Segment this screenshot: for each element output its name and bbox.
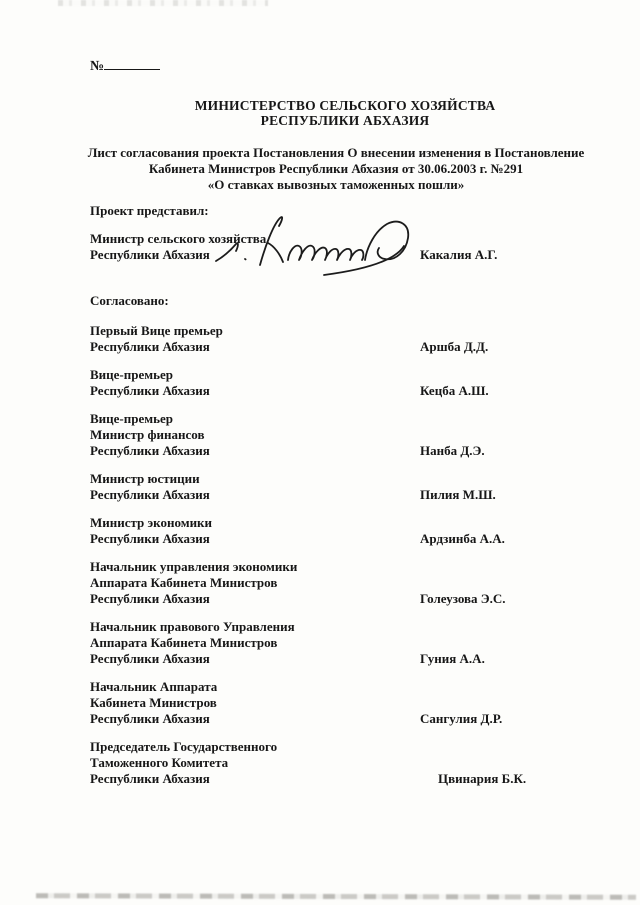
signatory-title	[90, 471, 590, 503]
organization-title-line2: РЕСПУБЛИКИ АБХАЗИЯ	[260, 113, 430, 128]
signatory-row	[90, 559, 590, 607]
signatory-title-line: Республики Абхазия	[90, 711, 210, 726]
signatory-title-line: Республики Абхазия	[90, 339, 210, 354]
signatory-title-line: Председатель Государственного	[90, 739, 278, 754]
subject-line3: «О ставках вывозных таможенных пошли»	[207, 177, 465, 192]
signatory-name: Кецба А.Ш.	[420, 383, 489, 398]
signatory-row	[90, 471, 590, 503]
signatory-name: Аршба Д.Д.	[420, 339, 489, 354]
signatory-title-line: Республики Абхазия	[90, 591, 210, 606]
signatory-title-line: Республики Абхазия	[90, 651, 210, 666]
submitter-title	[90, 231, 590, 263]
signatory-title-line: Аппарата Кабинета Министров	[90, 575, 278, 590]
subject-line1: Лист согласования проекта Постановления О внесении изменения в Постановление	[87, 145, 585, 160]
submitter-row	[90, 231, 590, 263]
signatory-name: Голеузова Э.С.	[420, 591, 506, 606]
signatory-row	[90, 619, 590, 667]
signatory-title-line: Республики Абхазия	[90, 531, 210, 546]
signatory-name: Ардзинба А.А.	[420, 531, 505, 546]
signatory-row	[90, 411, 590, 459]
document-subject	[46, 145, 626, 193]
signatory-row	[90, 679, 590, 727]
signatory-title	[90, 323, 590, 355]
signatory-title-line: Начальник правового Управления	[90, 619, 295, 634]
signatory-name: Пилия М.Ш.	[420, 487, 496, 502]
organization-title-line1: МИНИСТЕРСТВО СЕЛЬСКОГО ХОЗЯЙСТВА	[194, 98, 496, 113]
signatory-title-line: Начальник Аппарата	[90, 679, 218, 694]
signatory-title	[90, 679, 590, 727]
signatory-title-line: Министр финансов	[90, 427, 205, 442]
agreed-heading: Согласовано:	[90, 293, 169, 308]
signatory-title-line: Кабинета Министров	[90, 695, 217, 710]
document-number-label: №	[90, 59, 105, 74]
signatory-name: Сангулия Д.Р.	[420, 711, 503, 726]
signatory-title	[90, 515, 590, 547]
subject-line2: Кабинета Министров Республики Абхазия от 30.06.2003 г. №291	[148, 161, 524, 176]
signatory-title	[90, 619, 590, 667]
signatory-title-line: Республики Абхазия	[90, 487, 210, 502]
signatory-title-line: Начальник управления экономики	[90, 559, 298, 574]
submitter-title-line1: Министр сельского хозяйства	[90, 231, 267, 246]
signatory-row	[90, 367, 590, 399]
document-number-blank	[104, 56, 160, 70]
signatory-name: Цвинария Б.К.	[438, 771, 527, 786]
submitter-name: Какалия А.Г.	[420, 247, 498, 262]
signatory-title	[90, 559, 590, 607]
signatory-name: Нанба Д.Э.	[420, 443, 485, 458]
signatories-list	[0, 323, 640, 787]
signatory-title-line: Вице-премьер	[90, 367, 173, 382]
signatory-title	[90, 411, 590, 459]
signatory-title-line: Вице-премьер	[90, 411, 173, 426]
signatory-row	[90, 515, 590, 547]
signatory-title-line: Министр экономики	[90, 515, 213, 530]
signatory-title-line: Республики Абхазия	[90, 771, 210, 786]
signatory-row	[90, 739, 590, 787]
submitter-title-line2: Республики Абхазия	[90, 247, 210, 262]
signatory-title-line: Таможенного Комитета	[90, 755, 229, 770]
organization-title	[45, 98, 640, 128]
document-number	[90, 56, 640, 75]
signatory-title	[90, 367, 590, 399]
signatory-title-line: Республики Абхазия	[90, 383, 210, 398]
signatory-title-line: Аппарата Кабинета Министров	[90, 635, 278, 650]
signatory-name: Гуния А.А.	[420, 651, 485, 666]
scan-artifact-top	[58, 0, 268, 6]
signatory-title-line: Республики Абхазия	[90, 443, 210, 458]
signatory-title-line: Первый Вице премьер	[90, 323, 223, 338]
signatory-row	[90, 323, 590, 355]
scan-artifact-bottom	[36, 893, 636, 900]
signatory-title-line: Министр юстиции	[90, 471, 200, 486]
submitted-heading: Проект представил:	[90, 203, 209, 218]
